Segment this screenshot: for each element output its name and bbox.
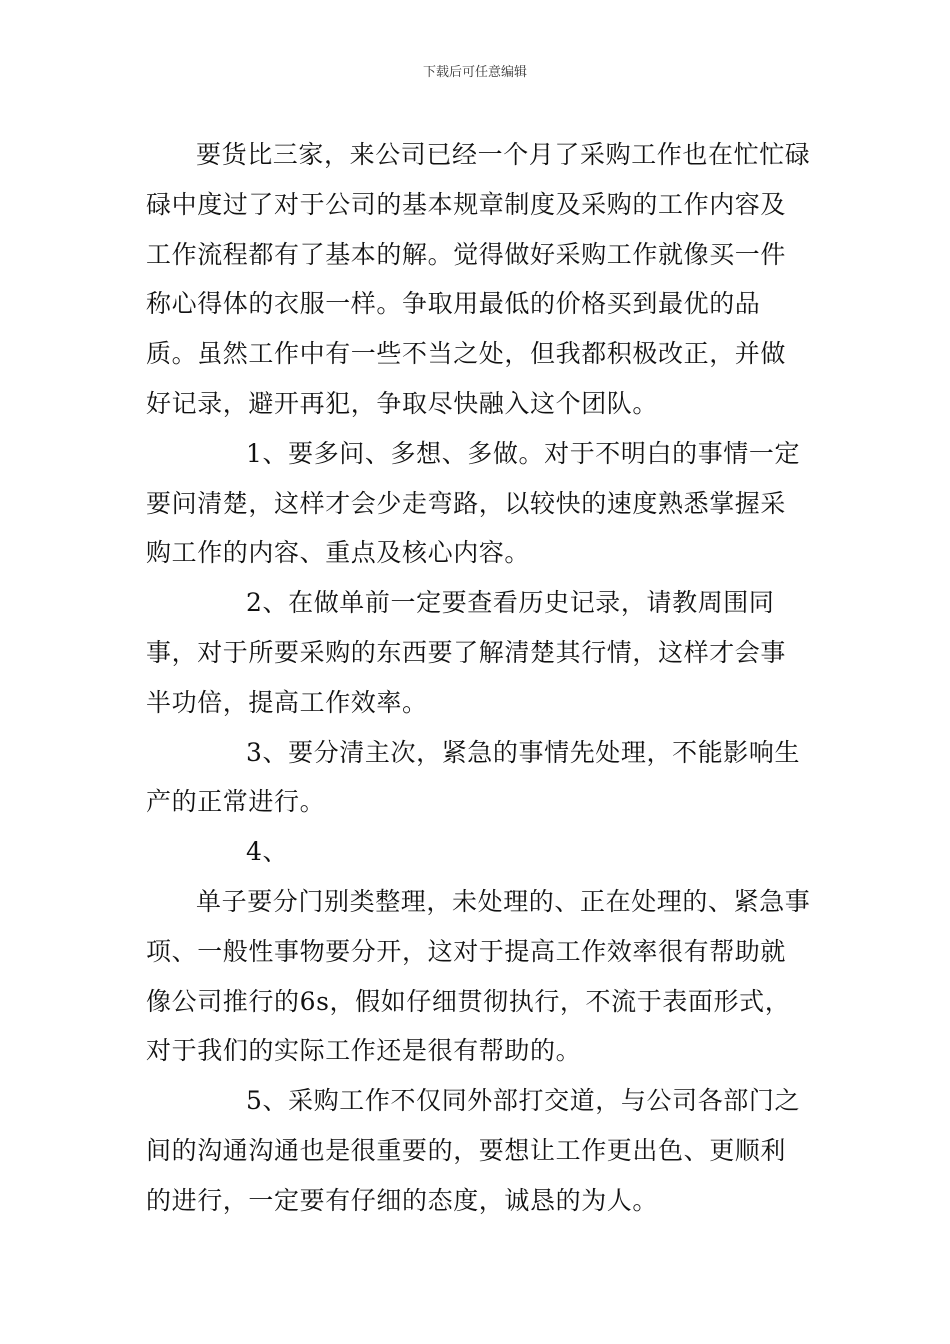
list-item-4-body: 单子要分门别类整理，未处理的、正在处理的、紧急事项、一般性事物要分开，这对于提高工作效率很有帮助就像公司推行的6s，假如仔细贯彻执行，不流于表面形式，对于我们的实际工作还是很有帮助的。 (146, 886, 811, 1066)
document-body (146, 130, 811, 1226)
list-item-text: 要分清主次，紧急的事情先处理，不能影响生产的正常进行。 (146, 737, 801, 817)
list-item-number: 4、 (246, 837, 289, 867)
list-item-text: 要多问、多想、多做。对于不明白的事情一定要问清楚，这样才会少走弯路，以较快的速度熟悉掌握采购工作的内容、重点及核心内容。 (146, 438, 801, 568)
header-note: 下载后可任意编辑 (422, 65, 527, 80)
intro-paragraph: 要货比三家，来公司已经一个月了采购工作也在忙忙碌碌中度过了对于公司的基本规章制度及采购的工作内容及工作流程都有了基本的解。觉得做好采购工作就像买一件称心得体的衣服一样。争取用最低的价格买到最优的品质。虽然工作中有一些不当之处，但我都积极改正，并做好记录，避开再犯，争取尽快融入这个团队。 (146, 140, 811, 418)
list-item-5 (146, 1076, 811, 1225)
list-item-number: 3、 (246, 737, 289, 767)
list-item-text: 采购工作不仅同外部打交道，与公司各部门之间的沟通沟通也是很重要的，要想让工作更出色、更顺利的进行，一定要有仔细的态度，诚恳的为人。 (146, 1086, 801, 1215)
list-item-number: 1、 (246, 438, 289, 468)
list-item-text: 在做单前一定要查看历史记录，请教周围同事，对于所要采购的东西要了解清楚其行情，这样才会事半功倍，提高工作效率。 (146, 588, 787, 717)
list-item-4 (146, 827, 811, 877)
list-item-3 (146, 728, 811, 828)
list-item-number: 2、 (246, 588, 289, 618)
list-item-number: 5、 (246, 1086, 289, 1116)
list-item-2 (146, 578, 811, 727)
list-item-1 (146, 429, 811, 578)
